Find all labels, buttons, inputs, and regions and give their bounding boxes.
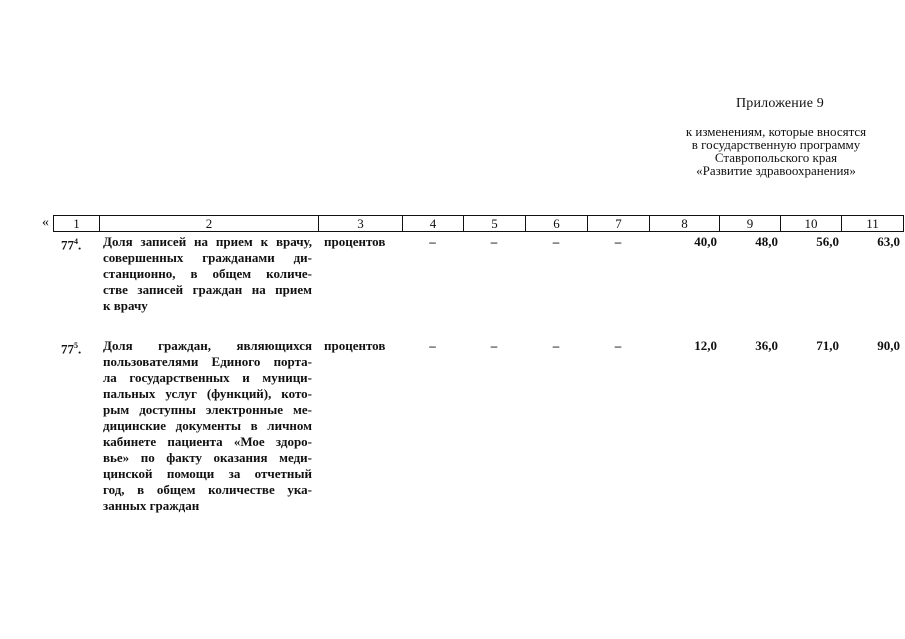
table-header-row bbox=[53, 215, 904, 232]
row-number: $77^4$. bbox=[61, 237, 82, 253]
row-number: $77^5$. bbox=[61, 341, 82, 357]
value-cell: – bbox=[429, 338, 436, 353]
value-cell: – bbox=[614, 338, 622, 353]
value-cell: 56,0 bbox=[816, 234, 839, 249]
subtitle-line: к изменениям, которые вносятся bbox=[685, 124, 867, 139]
appendix-title: Приложение 9 bbox=[735, 96, 825, 111]
appendix-subtitle bbox=[660, 125, 892, 177]
value-cell: 90,0 bbox=[877, 338, 900, 353]
value-cell: – bbox=[490, 234, 498, 249]
value-cell: 71,0 bbox=[816, 338, 839, 353]
unit-cell: процентов bbox=[324, 234, 386, 249]
opening-quote: « bbox=[42, 215, 49, 230]
value-cell: – bbox=[552, 234, 560, 249]
value-cell: 63,0 bbox=[877, 234, 900, 249]
column-header: 11 bbox=[866, 216, 879, 231]
unit-cell: процентов bbox=[324, 338, 386, 353]
value-cell: 12,0 bbox=[694, 338, 717, 353]
subtitle-line: «Развитие здравоохранения» bbox=[696, 163, 856, 178]
column-header: 5 bbox=[464, 216, 526, 231]
value-cell: 40,0 bbox=[694, 234, 717, 249]
value-cell: – bbox=[490, 338, 498, 353]
table-row bbox=[53, 338, 902, 514]
column-header: 8 bbox=[650, 216, 720, 231]
value-cell: 36,0 bbox=[755, 338, 778, 353]
column-header: 10 bbox=[781, 216, 842, 231]
indicator-name: Доля записей на прием к врачу, совершенных гражданами ди- станционно, в общем количе- стве записей граждан на прием к врачу bbox=[103, 234, 312, 313]
column-header: 7 bbox=[588, 216, 650, 231]
column-header: 1 bbox=[54, 216, 100, 231]
value-cell: 48,0 bbox=[755, 234, 778, 249]
indicator-name: Доля граждан, являющихся пользователями Единого порта- ла государственных и муници- пальных услуг (функций), кото- рым доступны электронные ме- дицинские документы в личном кабинете пациента «Мое здоро- вье» по факту оказания меди- цинской помощи за отчетный год, в общем количестве ука- занных граждан bbox=[103, 338, 312, 513]
subtitle-line: Ставропольского края bbox=[714, 150, 838, 165]
column-header: 3 bbox=[319, 216, 403, 231]
column-header: 9 bbox=[720, 216, 781, 231]
subtitle-line: в государственную программу bbox=[691, 137, 861, 152]
value-cell: – bbox=[429, 234, 436, 249]
column-header: 4 bbox=[403, 216, 464, 231]
table-row bbox=[53, 234, 902, 314]
value-cell: – bbox=[614, 234, 622, 249]
column-header: 6 bbox=[526, 216, 588, 231]
value-cell: – bbox=[552, 338, 560, 353]
column-header: 2 bbox=[100, 216, 319, 231]
